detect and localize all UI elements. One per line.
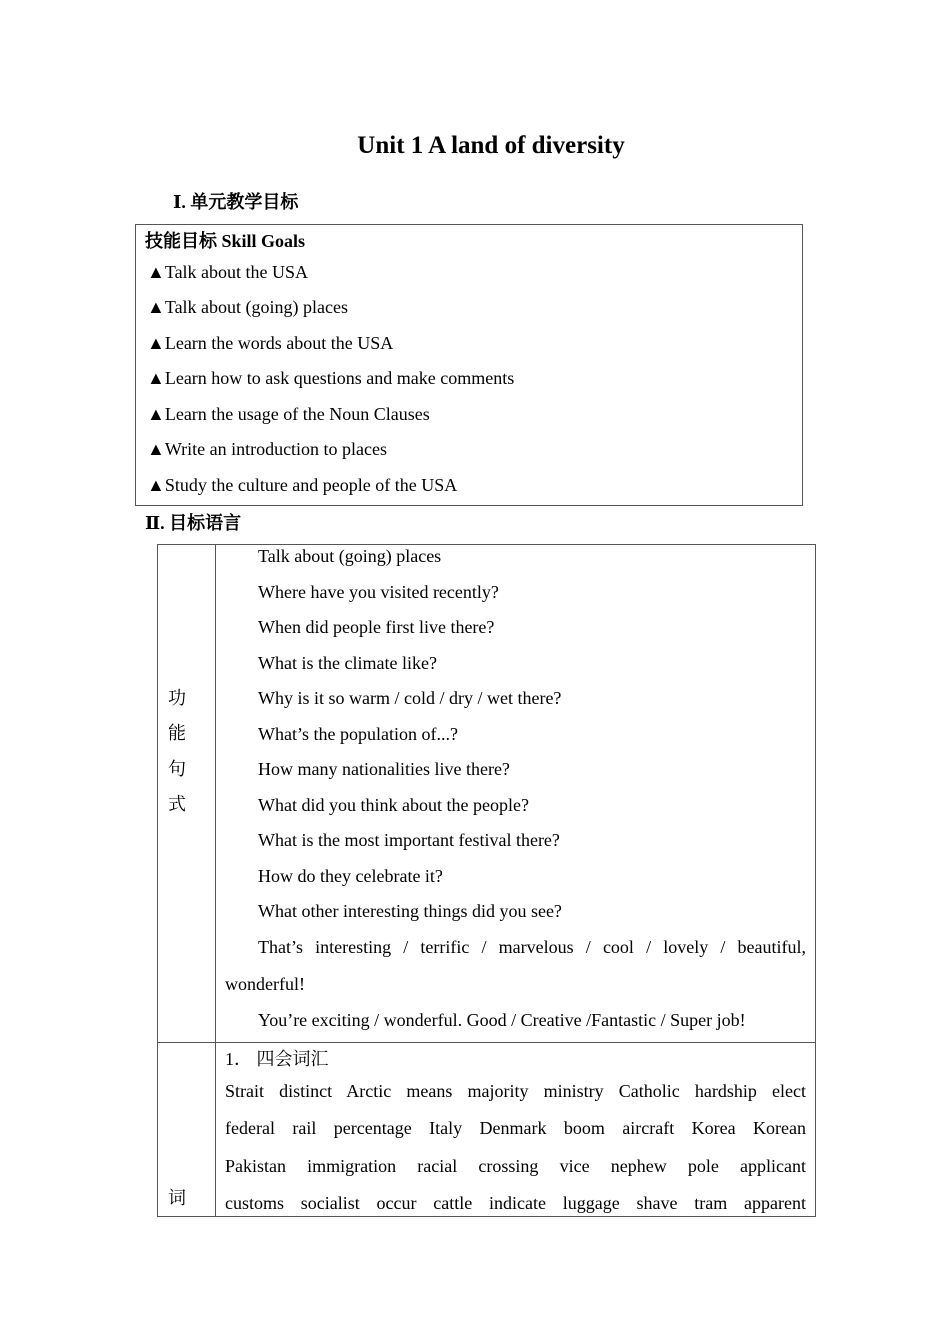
function-line: Talk about (going) places [258,546,442,566]
function-line: What is the most important festival there? [258,830,560,850]
function-line: When did people first live there? [258,617,495,637]
skill-goal-text: Learn how to ask questions and make comments [164,368,515,388]
skill-goal-text: Write an introduction to places [164,439,388,459]
skill-goal-text: Learn the words about the USA [164,333,394,353]
skill-goal-text: Study the culture and people of the USA [164,475,458,495]
triangle-bullet-icon: ▲ [147,439,165,459]
skill-goal-text: Learn the usage of the Noun Clauses [164,404,430,424]
target-language-table [157,544,816,1217]
function-line: That’s interesting / terrific / marvelous / cool / lovely / beautiful, [258,937,806,957]
function-line: What’s the population of...? [258,724,458,744]
skill-goals-heading: 技能目标 Skill Goals [145,231,306,251]
triangle-bullet-icon: ▲ [147,297,165,317]
skill-goal-item [147,404,430,425]
function-label-char: 式 [168,794,186,814]
document-title: Unit 1 A land of diversity [357,132,625,159]
vocabulary-line: Strait distinct Arctic means majority ministry Catholic hardship elect [225,1081,806,1101]
function-line: What is the climate like? [258,653,437,673]
function-line: Where have you visited recently? [258,582,499,602]
skill-goal-item [147,333,393,354]
function-line: How do they celebrate it? [258,866,443,886]
vocabulary-label-char: 词 [168,1188,186,1208]
section-heading-objectives: Ⅰ. 单元教学目标 [173,192,299,212]
function-line: What did you think about the people? [258,795,529,815]
column-divider [215,545,216,1216]
skill-goal-text: Talk about (going) places [164,297,349,317]
skill-goals-box [135,224,803,506]
row-divider [158,1042,815,1043]
vocabulary-line: customs socialist occur cattle indicate luggage shave tram apparent [225,1193,806,1213]
triangle-bullet-icon: ▲ [147,404,165,424]
function-label-char: 句 [168,759,186,779]
vocabulary-line: federal rail percentage Italy Denmark boom aircraft Korea Korean [225,1118,806,1138]
function-line: You’re exciting / wonderful. Good / Creative /Fantastic / Super job! [258,1010,746,1030]
triangle-bullet-icon: ▲ [147,475,165,495]
vocabulary-line: Pakistan immigration racial crossing vice nephew pole applicant [225,1156,806,1176]
function-line: wonderful! [225,974,305,994]
skill-goal-item [147,439,387,460]
function-line: What other interesting things did you see? [258,901,562,921]
skill-goal-item [147,475,457,496]
section-heading-target-language: Ⅱ. 目标语言 [145,513,242,533]
triangle-bullet-icon: ▲ [147,368,165,388]
skill-goal-item [147,262,308,283]
triangle-bullet-icon: ▲ [147,333,165,353]
function-label-char: 能 [168,723,186,743]
function-line: How many nationalities live there? [258,759,510,779]
function-line: Why is it so warm / cold / dry / wet there? [258,688,562,708]
skill-goal-text: Talk about the USA [164,262,309,282]
skill-goal-item [147,368,514,389]
vocabulary-heading: 1． 四会词汇 [225,1049,329,1069]
function-label-char: 功 [168,688,186,708]
triangle-bullet-icon: ▲ [147,262,165,282]
skill-goal-item [147,297,348,318]
